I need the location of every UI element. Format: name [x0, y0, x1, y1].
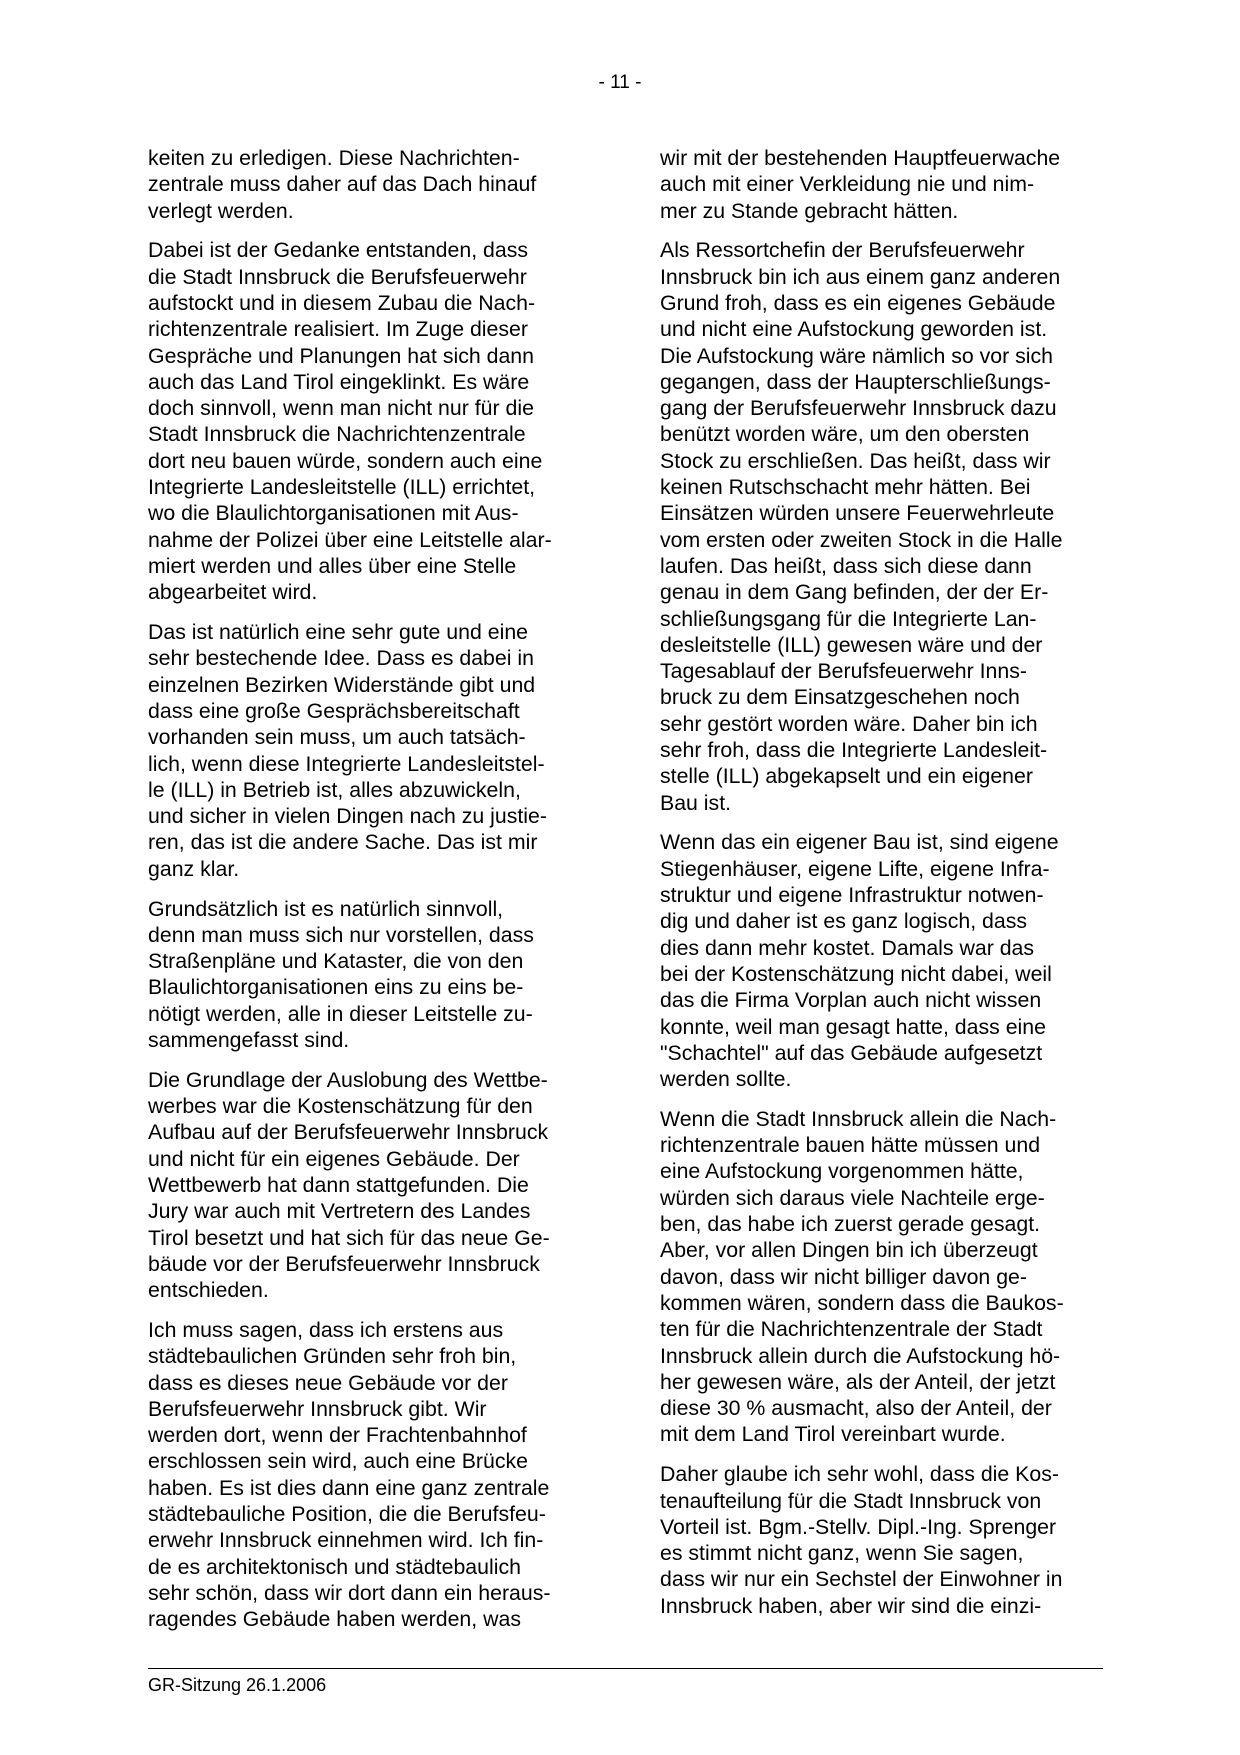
text-line: tenaufteilung für die Stadt Innsbruck von: [660, 1488, 1042, 1513]
text-line: sehr bestechende Idee. Dass es dabei in: [148, 646, 534, 671]
text-line: städtebaulichen Gründen sehr froh bin,: [148, 1344, 517, 1369]
paragraph: [660, 1106, 1105, 1448]
text-line: dass eine große Gesprächsbereitschaft: [148, 698, 520, 723]
text-line: erwehr Innsbruck einnehmen wird. Ich fin-: [148, 1528, 544, 1553]
text-line: Aufbau auf der Berufsfeuerwehr Innsbruck: [148, 1120, 549, 1145]
text-line: diese 30 % ausmacht, also der Anteil, der: [660, 1396, 1052, 1421]
text-line: es stimmt nicht ganz, wenn Sie sagen,: [660, 1541, 1024, 1566]
text-line: sammengefasst sind.: [148, 1028, 350, 1052]
right-text-column: [660, 145, 1105, 1633]
text-line: Berufsfeuerwehr Innsbruck gibt. Wir: [148, 1396, 487, 1421]
text-line: zentrale muss daher auf das Dach hinauf: [148, 172, 537, 197]
text-line: werden dort, wenn der Frachtenbahnhof: [148, 1423, 527, 1448]
text-line: und sicher in vielen Dingen nach zu justie-: [148, 804, 547, 829]
footer-divider: [148, 1668, 1103, 1669]
text-line: würden sich daraus viele Nachteile erge-: [660, 1185, 1045, 1210]
paragraph: [148, 237, 593, 605]
text-line: Wenn die Stadt Innsbruck allein die Nach-: [660, 1106, 1057, 1131]
text-line: entschieden.: [148, 1278, 269, 1303]
text-line: genau in dem Gang befinden, der der Er-: [660, 580, 1049, 605]
text-line: doch sinnvoll, wenn man nicht nur für die: [148, 396, 534, 421]
paragraph: [148, 619, 593, 882]
text-line: eine Aufstockung vorgenommen hätte,: [660, 1159, 1024, 1184]
text-line: kommen wären, sondern dass die Baukos-: [660, 1290, 1064, 1315]
text-line: Stock zu erschließen. Das heißt, dass wir: [660, 448, 1051, 473]
text-line: dig und daher ist es ganz logisch, dass: [660, 909, 1028, 934]
paragraph: [148, 1317, 593, 1633]
paragraph: [660, 829, 1105, 1092]
page-number: - 11 -: [598, 72, 642, 93]
text-line: einzelnen Bezirken Widerstände gibt und: [148, 672, 536, 697]
text-line: Wenn das ein eigener Bau ist, sind eigene: [660, 830, 1059, 855]
text-line: das die Firma Vorplan auch nicht wissen: [660, 988, 1042, 1013]
left-text-column: [148, 145, 593, 1646]
paragraph: [148, 145, 593, 224]
text-line: Grund froh, dass es ein eigenes Gebäude: [660, 290, 1056, 315]
text-line: und nicht eine Aufstockung geworden ist.: [660, 317, 1048, 342]
text-line: Stiegenhäuser, eigene Lifte, eigene Infra-: [660, 856, 1050, 881]
text-line: gegangen, dass der Haupterschließungs-: [660, 369, 1051, 394]
paragraph: [660, 237, 1105, 816]
text-line: sehr gestört worden wäre. Daher bin ich: [660, 711, 1038, 736]
text-line: konnte, weil man gesagt hatte, dass eine: [660, 1014, 1046, 1039]
text-line: stelle (ILL) abgekapselt und ein eigener: [660, 764, 1033, 789]
text-line: Vorteil ist. Bgm.-Stellv. Dipl.-Ing. Sprenger: [660, 1514, 1057, 1539]
text-line: ragendes Gebäude haben werden, was: [148, 1607, 521, 1632]
text-line: keiten zu erledigen. Diese Nachrichten-: [148, 146, 520, 170]
text-line: keinen Rutschschacht mehr hätten. Bei: [660, 475, 1031, 500]
text-line: erschlossen sein wird, auch eine Brücke: [148, 1449, 528, 1474]
text-line: aufstockt und in diesem Zubau die Nach-: [148, 290, 536, 315]
paragraph: [148, 1067, 593, 1304]
text-line: dass es dieses neue Gebäude vor der: [148, 1370, 508, 1395]
text-line: sehr froh, dass die Integrierte Landesleit-: [660, 738, 1048, 763]
paragraph: [660, 145, 1105, 224]
text-line: Die Grundlage der Auslobung des Wettbe-: [148, 1067, 548, 1092]
paragraph: [148, 896, 593, 1054]
text-line: sehr schön, dass wir dort dann ein heraus-: [148, 1580, 551, 1605]
text-line: miert werden und alles über eine Stelle: [148, 553, 517, 578]
text-line: struktur und eigene Infrastruktur notwen-: [660, 883, 1044, 908]
paragraph: [660, 1461, 1105, 1619]
text-line: Stadt Innsbruck die Nachrichtenzentrale: [148, 422, 526, 447]
text-line: Innsbruck haben, aber wir sind die einzi-: [660, 1593, 1042, 1618]
text-line: Die Aufstockung wäre nämlich so vor sich: [660, 343, 1053, 368]
text-line: ben, das habe ich zuerst gerade gesagt.: [660, 1212, 1041, 1237]
text-line: mit dem Land Tirol vereinbart wurde.: [660, 1422, 1006, 1447]
text-line: bruck zu dem Einsatzgeschehen noch: [660, 685, 1020, 710]
text-line: werden sollte.: [660, 1067, 792, 1092]
text-line: nötigt werden, alle in dieser Leitstelle zu-: [148, 1001, 533, 1026]
text-line: vorhanden sein muss, um auch tatsäch-: [148, 725, 526, 750]
text-line: Einsätzen würden unsere Feuerwehrleute: [660, 501, 1055, 526]
text-line: mer zu Stande gebracht hätten.: [660, 198, 959, 223]
text-line: laufen. Das heißt, dass sich diese dann: [660, 553, 1032, 578]
text-line: denn man muss sich nur vorstellen, dass: [148, 922, 534, 947]
text-line: wir mit der bestehenden Hauptfeuerwache: [660, 146, 1061, 170]
text-line: Innsbruck allein durch die Aufstockung hö-: [660, 1343, 1061, 1368]
text-line: Daher glaube ich sehr wohl, dass die Kos-: [660, 1462, 1059, 1487]
text-line: bei der Kostenschätzung nicht dabei, weil: [660, 961, 1052, 986]
text-line: verlegt werden.: [148, 198, 294, 223]
text-line: Tagesablauf der Berufsfeuerwehr Inns-: [660, 659, 1027, 684]
text-line: Als Ressortchefin der Berufsfeuerwehr: [660, 238, 1025, 263]
text-line: Gespräche und Planungen hat sich dann: [148, 343, 534, 368]
text-line: Ich muss sagen, dass ich erstens aus: [148, 1317, 504, 1342]
text-line: Innsbruck bin ich aus einem ganz anderen: [660, 264, 1061, 289]
text-line: bäude vor der Berufsfeuerwehr Innsbruck: [148, 1251, 540, 1276]
text-line: schließungsgang für die Integrierte Lan-: [660, 606, 1037, 631]
text-line: abgearbeitet wird.: [148, 580, 318, 605]
text-line: desleitstelle (ILL) gewesen wäre und der: [660, 632, 1043, 657]
text-line: Aber, vor allen Dingen bin ich überzeugt: [660, 1238, 1038, 1263]
text-line: de es architektonisch und städtebaulich: [148, 1554, 521, 1579]
text-line: davon, dass wir nicht billiger davon ge-: [660, 1264, 1027, 1289]
text-line: dort neu bauen würde, sondern auch eine: [148, 448, 543, 473]
text-line: Das ist natürlich eine sehr gute und eine: [148, 620, 529, 645]
text-line: lich, wenn diese Integrierte Landesleitstel-: [148, 751, 545, 776]
text-line: gang der Berufsfeuerwehr Innsbruck dazu: [660, 396, 1057, 421]
text-line: Bau ist.: [660, 790, 732, 815]
text-line: dies dann mehr kostet. Damals war das: [660, 935, 1035, 960]
text-line: auch das Land Tirol eingeklinkt. Es wäre: [148, 369, 530, 394]
text-line: Tirol besetzt und hat sich für das neue Ge-: [148, 1225, 550, 1250]
text-line: werbes war die Kostenschätzung für den: [148, 1094, 533, 1119]
text-line: Grundsätzlich ist es natürlich sinnvoll,: [148, 896, 504, 921]
text-line: Dabei ist der Gedanke entstanden, dass: [148, 238, 529, 263]
text-line: richtenzentrale realisiert. Im Zuge dieser: [148, 317, 528, 342]
text-line: Blaulichtorganisationen eins zu eins be-: [148, 975, 524, 1000]
text-line: nahme der Polizei über eine Leitstelle alar-: [148, 527, 552, 552]
footer-session-label: GR-Sitzung 26.1.2006: [148, 1675, 327, 1695]
text-line: wo die Blaulichtorganisationen mit Aus-: [148, 501, 519, 526]
text-line: städtebauliche Position, die die Berufsfeu-: [148, 1502, 546, 1527]
text-line: Jury war auch mit Vertretern des Landes: [148, 1199, 531, 1224]
text-line: dass wir nur ein Sechstel der Einwohner in: [660, 1567, 1063, 1592]
text-line: "Schachtel" auf das Gebäude aufgesetzt: [660, 1040, 1043, 1065]
text-line: ten für die Nachrichtenzentrale der Stadt: [660, 1317, 1043, 1342]
text-line: Wettbewerb hat dann stattgefunden. Die: [148, 1172, 529, 1197]
text-line: vom ersten oder zweiten Stock in die Halle: [660, 527, 1063, 552]
text-line: richtenzentrale bauen hätte müssen und: [660, 1133, 1041, 1158]
text-line: ren, das ist die andere Sache. Das ist mir: [148, 830, 538, 855]
text-line: die Stadt Innsbruck die Berufsfeuerwehr: [148, 264, 527, 289]
text-line: Straßenpläne und Kataster, die von den: [148, 949, 524, 974]
text-line: haben. Es ist dies dann eine ganz zentrale: [148, 1475, 550, 1500]
text-line: und nicht für ein eigenes Gebäude. Der: [148, 1146, 520, 1171]
text-line: benützt worden wäre, um den obersten: [660, 422, 1030, 447]
text-line: le (ILL) in Betrieb ist, alles abzuwickeln,: [148, 777, 521, 802]
text-line: ganz klar.: [148, 856, 240, 881]
text-line: Integrierte Landesleitstelle (ILL) errichtet,: [148, 475, 536, 500]
text-line: her gewesen wäre, als der Anteil, der jetzt: [660, 1369, 1056, 1394]
text-line: auch mit einer Verkleidung nie und nim-: [660, 172, 1035, 197]
